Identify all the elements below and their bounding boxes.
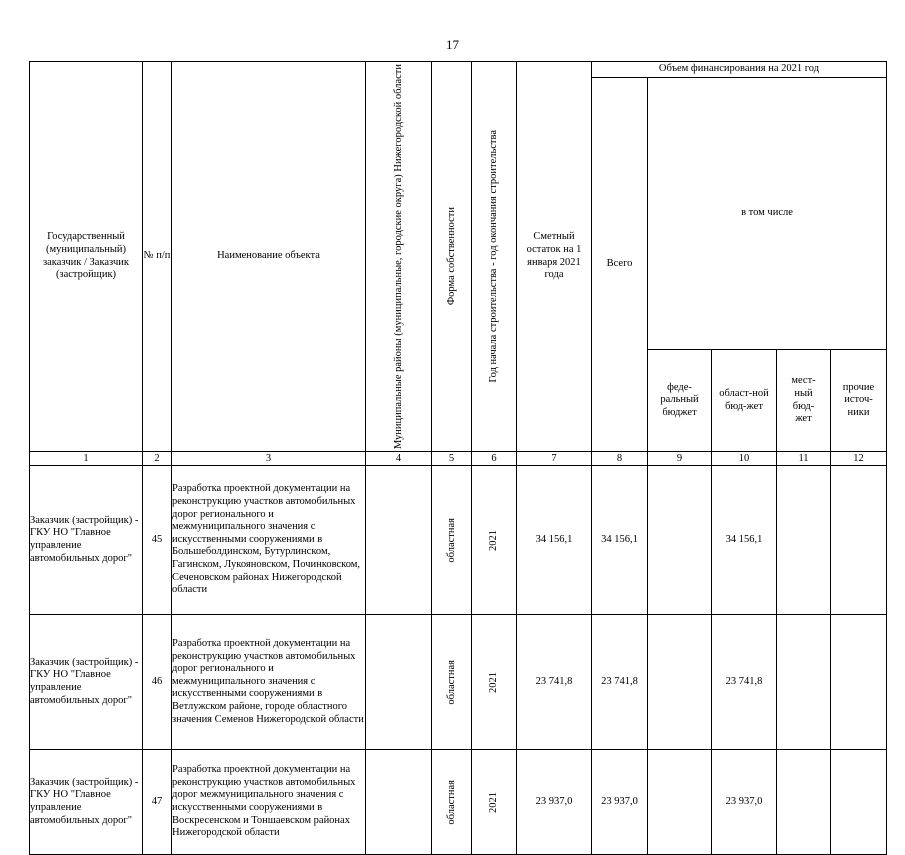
district-cell	[366, 466, 432, 615]
customer-cell: Заказчик (застройщик) - ГКУ НО "Главное управление автомобильных дорог"	[30, 466, 143, 615]
column-number: 7	[517, 452, 592, 466]
header-ownership-text: Форма собственности	[445, 207, 457, 306]
object-name-cell: Разработка проектной документации на реконструкцию участков автомобильных дорог межмуниципального значения с искусственными сооружениями в Воскресенском и Тоншаевском районах Нижегородской области	[172, 750, 366, 855]
header-object-name: Наименование объекта	[172, 62, 366, 452]
header-other: прочие источ-ники	[831, 350, 887, 452]
ownership-text: областная	[445, 779, 457, 825]
customer-cell: Заказчик (застройщик) - ГКУ НО "Главное управление автомобильных дорог"	[30, 750, 143, 855]
header-including: в том числе	[648, 78, 887, 350]
federal-cell	[648, 466, 712, 615]
column-number: 11	[777, 452, 831, 466]
header-financing: Объем финансирования на 2021 год	[592, 62, 887, 78]
total-cell: 23 741,8	[592, 615, 648, 750]
object-name-cell: Разработка проектной документации на реконструкцию участков автомобильных дорог регионального и межмуниципального значения с искусственными сооружениями в Большеболдинском, Бутурлинском, Гагинском, Лукояновском, Починковском, Сеченовском районах Нижегородской области	[172, 466, 366, 615]
header-number: № п/п	[143, 62, 172, 452]
financing-table	[29, 61, 887, 855]
total-cell: 34 156,1	[592, 466, 648, 615]
year-text: 2021	[488, 529, 500, 551]
ownership-cell	[432, 615, 472, 750]
year-text: 2021	[488, 671, 500, 693]
local-cell	[777, 615, 831, 750]
customer-cell: Заказчик (застройщик) - ГКУ НО "Главное управление автомобильных дорог"	[30, 615, 143, 750]
column-number: 12	[831, 452, 887, 466]
column-number: 6	[472, 452, 517, 466]
header-customer: Государственный (муниципальный) заказчик / Заказчик (застройщик)	[30, 62, 143, 452]
header-districts	[366, 62, 432, 452]
regional-cell: 23 741,8	[712, 615, 777, 750]
balance-cell: 34 156,1	[517, 466, 592, 615]
local-cell	[777, 750, 831, 855]
balance-cell: 23 741,8	[517, 615, 592, 750]
year-cell	[472, 466, 517, 615]
page-number: 17	[446, 37, 459, 52]
regional-cell: 34 156,1	[712, 466, 777, 615]
header-regional: област-ной бюд-жет	[712, 350, 777, 452]
header-local: мест-ный бюд-жет	[777, 350, 831, 452]
row-number: 45	[143, 466, 172, 615]
other-cell	[831, 750, 887, 855]
ownership-cell	[432, 750, 472, 855]
header-years	[472, 62, 517, 452]
column-number: 5	[432, 452, 472, 466]
row-number: 47	[143, 750, 172, 855]
federal-cell	[648, 615, 712, 750]
local-cell	[777, 466, 831, 615]
ownership-cell	[432, 466, 472, 615]
column-number: 2	[143, 452, 172, 466]
balance-cell: 23 937,0	[517, 750, 592, 855]
header-total: Всего	[592, 78, 648, 452]
header-estimated-balance: Сметный остаток на 1 января 2021 года	[517, 62, 592, 452]
column-number-row	[30, 452, 887, 466]
header-ownership	[432, 62, 472, 452]
year-cell	[472, 615, 517, 750]
regional-cell: 23 937,0	[712, 750, 777, 855]
row-number: 46	[143, 615, 172, 750]
district-cell	[366, 615, 432, 750]
table-row	[30, 750, 887, 855]
ownership-text: областная	[445, 659, 457, 705]
header-years-text: Год начала строительства - год окончания строительства	[488, 130, 500, 383]
column-number: 3	[172, 452, 366, 466]
column-number: 1	[30, 452, 143, 466]
header-federal: феде-ральный бюджет	[648, 350, 712, 452]
column-number: 9	[648, 452, 712, 466]
column-number: 10	[712, 452, 777, 466]
federal-cell	[648, 750, 712, 855]
table-row	[30, 615, 887, 750]
year-cell	[472, 750, 517, 855]
object-name-cell: Разработка проектной документации на реконструкцию участков автомобильных дорог регионального и межмуниципального значения с искусственными сооружениями в Ветлужском районе, городе областного значения Семенов Нижегородской области	[172, 615, 366, 750]
table-row	[30, 466, 887, 615]
year-text: 2021	[488, 791, 500, 813]
column-number: 4	[366, 452, 432, 466]
other-cell	[831, 615, 887, 750]
district-cell	[366, 750, 432, 855]
header-districts-text: Муниципальные районы (муниципальные, городские округа) Нижегородской области	[392, 64, 404, 450]
other-cell	[831, 466, 887, 615]
ownership-text: областная	[445, 517, 457, 563]
total-cell: 23 937,0	[592, 750, 648, 855]
column-number: 8	[592, 452, 648, 466]
